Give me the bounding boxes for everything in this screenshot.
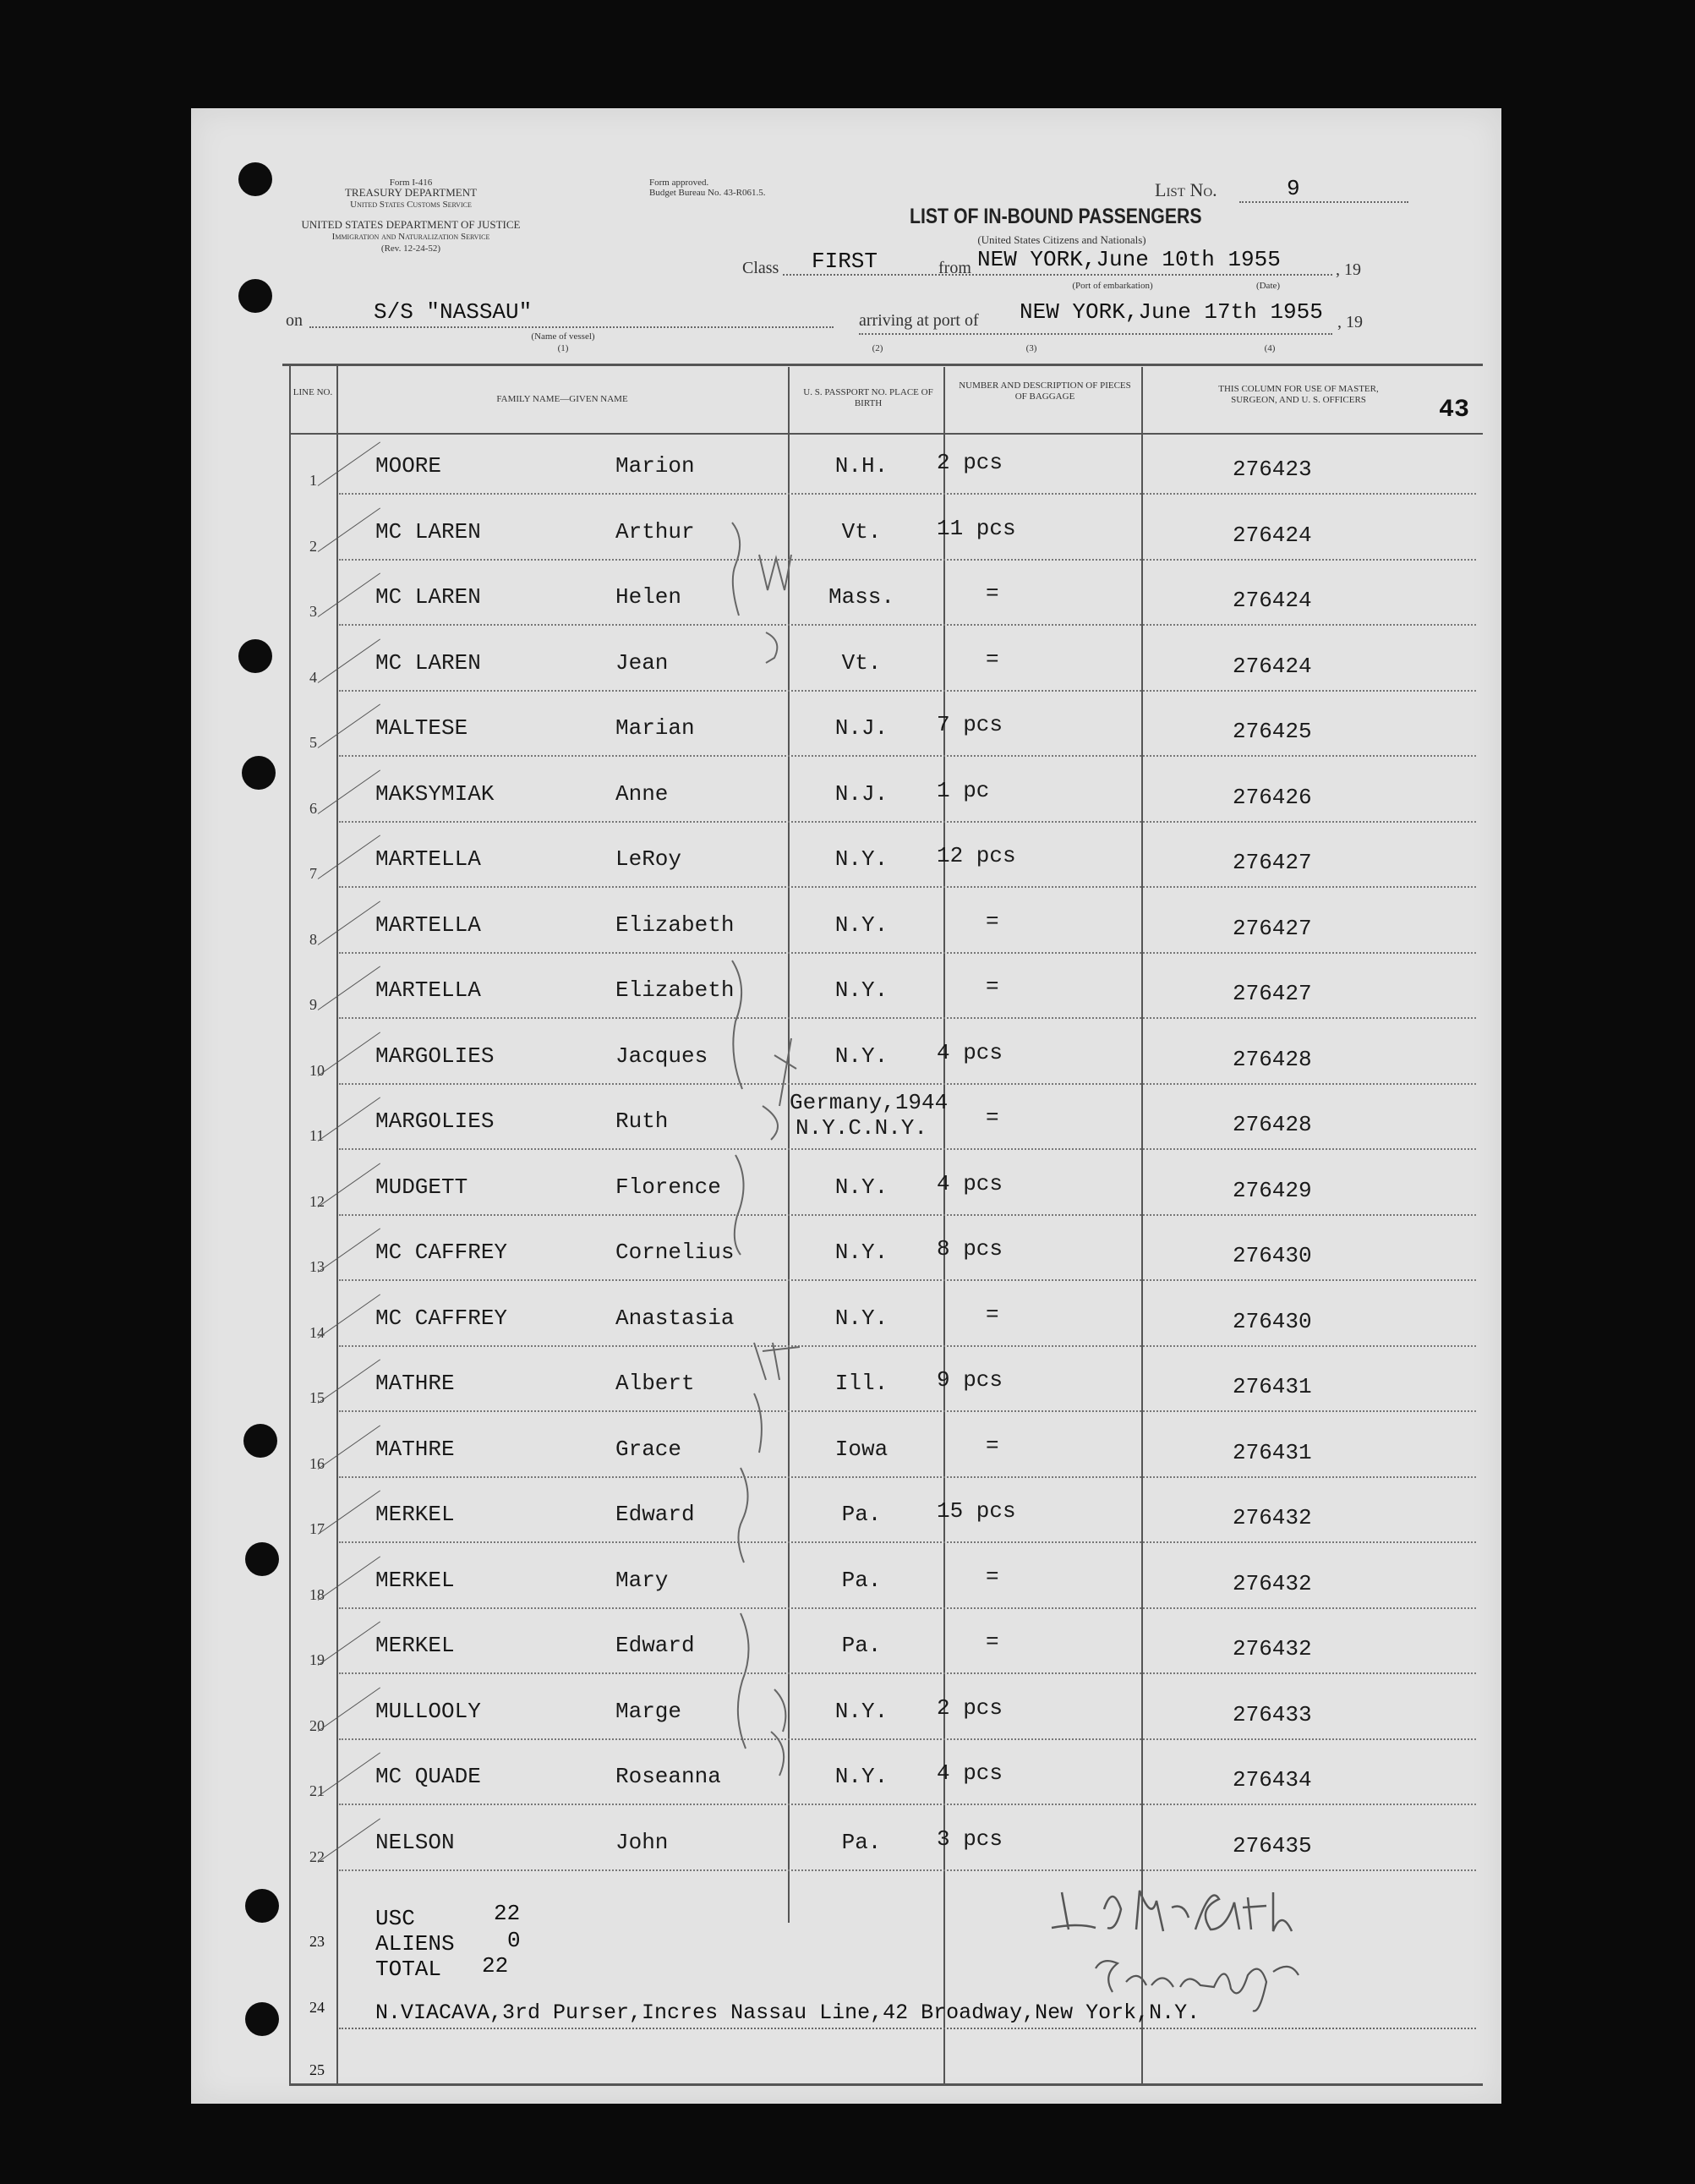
table-row [191,1677,1501,1742]
line-number: 22 [309,1847,325,1865]
justice-dept: UNITED STATES DEPARTMENT OF JUSTICE [301,218,521,231]
place-of-birth: Pa. [841,1633,882,1658]
place-of-birth: N.Y. [834,1240,889,1265]
check-mark [318,966,380,1010]
given-name: Albert [615,1371,695,1396]
place-of-birth: Ill. [834,1371,889,1396]
row-separator [339,1410,1476,1412]
place-of-birth: N.Y. [834,911,889,938]
row-separator [339,624,1476,626]
baggage-count: = [986,1301,999,1327]
officer-number: 276429 [1233,1177,1312,1203]
line-number: 21 [309,1782,325,1799]
row-separator [339,493,1476,495]
row-separator [339,690,1476,692]
list-title: LIST OF IN-BOUND PASSENGERS [910,205,1202,228]
given-name: Anastasia [615,1305,735,1331]
check-mark [318,1097,380,1141]
officer-number: 276427 [1233,981,1312,1006]
family-name: MALTESE [375,715,468,741]
table-row [191,1152,1501,1218]
row-separator [339,886,1476,888]
family-name: MERKEL [375,1567,455,1593]
usc-value: 22 [494,1901,521,1926]
given-name: Cornelius [615,1240,735,1265]
given-name: Jean [615,649,669,676]
row-separator [339,1345,1476,1347]
family-name: MOORE [375,453,442,479]
row-24-sep [339,2028,1476,2029]
officer-number: 276432 [1233,1570,1312,1596]
line-no-23: 23 [309,1933,325,1950]
table-row [191,1021,1501,1087]
line-number: 3 [309,603,317,620]
from-value: NEW YORK,June 10th 1955 [977,247,1281,272]
table-top-border [282,364,1483,366]
row-separator [339,1738,1476,1740]
table-row [191,562,1501,627]
col-header-passport: U. S. PASSPORT NO. PLACE OF BIRTH [803,387,933,408]
family-name: MULLOOLY [375,1698,481,1724]
total-value: 22 [482,1953,509,1979]
col-num-3: (3) [1025,343,1037,353]
table-row [191,890,1501,955]
given-name: Edward [615,1633,695,1658]
binder-hole [238,162,272,196]
place-of-birth: N.Y. [834,1764,889,1789]
line-number: 17 [309,1520,325,1537]
table-row [191,759,1501,824]
table-row [191,497,1501,562]
from-label: from [938,259,971,277]
line-number: 13 [309,1258,325,1275]
check-mark [318,1556,380,1600]
place-of-birth: Vt. [841,649,882,676]
row-separator [339,1607,1476,1609]
officer-number: 276431 [1233,1439,1312,1465]
row-separator [339,1148,1476,1150]
place-of-birth: Vt. [841,518,882,545]
line-number: 16 [309,1454,325,1472]
officer-number: 276426 [1233,784,1312,810]
baggage-count: = [986,974,999,999]
baggage-count: 15 pcs [937,1498,1016,1524]
purser-line: N.VIACAVA,3rd Purser,Incres Nassau Line,42 Broadway,New York,N.Y. [375,2001,1200,2025]
given-name: Grace [615,1436,682,1462]
on-label: on [286,311,303,330]
line-number: 15 [309,1389,325,1406]
family-name: MAKSYMIAK [375,780,495,807]
family-name: MARGOLIES [375,1108,495,1134]
class-value: FIRST [812,249,878,274]
given-name: John [615,1829,669,1855]
table-row [191,1546,1501,1611]
arriving-value: NEW YORK,June 17th 1955 [1020,299,1323,325]
table-row [191,1349,1501,1414]
place-of-birth: Pa. [841,1567,882,1593]
given-name: Elizabeth [615,911,735,938]
baggage-count: 2 pcs [937,1694,1003,1721]
given-name: Jacques [615,1043,708,1069]
line-number: 5 [309,734,317,751]
family-name: MARTELLA [375,911,481,938]
table-row [191,1087,1501,1152]
table-row [191,431,1501,496]
form-approved: Form approved. [649,178,709,188]
line-number: 9 [309,996,317,1013]
place-of-birth: N.Y. [834,1698,889,1724]
row-separator [339,1672,1476,1674]
baggage-count: 7 pcs [937,712,1003,737]
list-subtitle: (United States Citizens and Nationals) [977,233,1146,246]
baggage-count: 1 pc [937,777,990,803]
line-number: 19 [309,1651,325,1668]
check-mark [318,703,380,747]
row-separator [339,559,1476,561]
table-row [191,1611,1501,1676]
family-name: MC LAREN [375,518,481,545]
officer-number: 276424 [1233,588,1312,613]
form-revision: (Rev. 12-24-52) [380,244,441,254]
officer-number: 276430 [1233,1243,1312,1268]
given-name: Marge [615,1698,682,1724]
vessel-name: S/S "NASSAU" [374,299,533,325]
vessel-line [309,326,834,328]
nineteen-1: , 19 [1336,260,1361,279]
check-mark [318,507,380,551]
check-mark [318,835,380,879]
check-mark [318,769,380,813]
row-separator [339,1476,1476,1478]
baggage-count: 11 pcs [937,515,1016,541]
table-row [191,628,1501,693]
arriving-line [859,333,1332,335]
line-number: 2 [309,537,317,555]
baggage-count: 2 pcs [937,450,1003,475]
vessel-label: (Name of vessel) [531,331,595,342]
check-mark [318,572,380,616]
check-mark [318,441,380,485]
col-header-name: FAMILY NAME—GIVEN NAME [496,394,628,404]
line-no-24: 24 [309,1999,325,2016]
col-num-4: (4) [1264,343,1276,353]
officer-number: 276428 [1233,1112,1312,1137]
line-number: 12 [309,1192,325,1210]
customs-service: United States Customs Service [350,200,472,210]
budget-bureau: Budget Bureau No. 43-R061.5. [649,188,766,198]
class-label: Class [742,259,779,277]
nineteen-2: , 19 [1337,313,1363,331]
baggage-count: 4 pcs [937,1170,1003,1196]
check-mark [318,1621,380,1665]
check-mark [318,638,380,682]
family-name: MC CAFFREY [375,1240,508,1265]
family-name: MC QUADE [375,1764,481,1789]
list-no-value: 9 [1287,176,1300,201]
binder-hole [245,1889,279,1923]
baggage-count: 3 pcs [937,1825,1003,1852]
port-emb-label: (Port of embarkation) [1072,281,1153,291]
place-of-birth: N.Y. [834,1174,889,1200]
family-name: MC LAREN [375,584,481,610]
check-mark [318,1687,380,1731]
given-name: LeRoy [615,846,682,872]
aliens-label: ALIENS [375,1931,455,1957]
col-header-line-no: LINE NO. [293,387,333,397]
table-row [191,1808,1501,1873]
table-row [191,1218,1501,1283]
place-of-birth: N.Y. [834,1043,889,1069]
line-no-25: 25 [309,2061,325,2078]
check-mark [318,1294,380,1338]
officer-number: 276425 [1233,719,1312,744]
baggage-count: 12 pcs [937,843,1016,868]
table-row [191,1415,1501,1480]
col-header-officers: THIS COLUMN FOR USE OF MASTER, SURGEON, AND U. S. OFFICERS [1218,384,1379,405]
family-name: MC LAREN [375,649,481,676]
place-of-birth: Iowa [834,1436,889,1462]
col-num-1: (1) [557,343,569,353]
officer-number: 276433 [1233,1701,1312,1727]
place-of-birth: N.J. [834,780,889,807]
manifest-page [191,108,1501,2104]
family-name: MATHRE [375,1371,455,1396]
table-row [191,1742,1501,1807]
row-separator [339,1279,1476,1281]
given-name: Arthur [615,518,695,545]
family-name: MUDGETT [375,1174,468,1200]
col-num-2: (2) [872,343,883,353]
check-mark [318,900,380,944]
table-row [191,693,1501,758]
given-name: Mary [615,1567,669,1593]
row-separator [339,755,1476,757]
officer-number: 276427 [1233,915,1312,941]
baggage-count: = [986,1629,999,1655]
line-number: 14 [309,1323,325,1341]
page-number: 43 [1439,396,1470,424]
line-number: 4 [309,668,317,686]
officer-number: 276430 [1233,1308,1312,1334]
place-of-birth-line2: N.Y.C.N.Y. [795,1115,928,1141]
officer-number: 276424 [1233,522,1312,548]
baggage-count: = [986,908,999,934]
line-number: 10 [309,1061,325,1079]
family-name: MARTELLA [375,846,481,872]
family-name: MATHRE [375,1436,455,1462]
given-name: Ruth [615,1108,669,1134]
officer-number: 276432 [1233,1636,1312,1661]
total-label: TOTAL [375,1957,442,1982]
place-of-birth: Pa. [841,1502,882,1527]
line-number: 7 [309,865,317,882]
family-name: MC CAFFREY [375,1305,508,1331]
officer-number: 276431 [1233,1374,1312,1399]
table-row [191,955,1501,1021]
baggage-count: 4 pcs [937,1760,1003,1786]
given-name: Marion [615,453,695,479]
place-of-birth: N.J. [834,715,889,741]
given-name: Elizabeth [615,977,735,1003]
binder-hole [245,2002,279,2036]
officer-number: 276428 [1233,1046,1312,1072]
table-row [191,1284,1501,1349]
baggage-count: = [986,1105,999,1130]
given-name: Anne [615,780,669,807]
table-row [191,824,1501,889]
line-number: 1 [309,472,317,489]
line-number: 8 [309,930,317,948]
check-mark [318,1032,380,1076]
list-no-line [1239,201,1408,203]
place-of-birth: N.H. [834,453,889,479]
row-separator [339,1541,1476,1543]
baggage-count: = [986,1563,999,1590]
aliens-value: 0 [507,1928,521,1953]
given-name: Marian [615,715,695,741]
officer-signature [1045,1875,1332,2019]
ins-service: Immigration and Naturalization Service [331,232,490,242]
family-name: MARGOLIES [375,1043,495,1069]
place-of-birth: N.Y. [834,846,889,872]
binder-hole [238,279,272,313]
list-no-label: List No. [1155,179,1217,200]
line-number: 18 [309,1585,325,1603]
baggage-count: 4 pcs [937,1039,1003,1065]
family-name: MARTELLA [375,977,481,1003]
place-of-birth: N.Y. [834,977,889,1003]
col-header-baggage: NUMBER AND DESCRIPTION OF PIECES OF BAGGAGE [959,380,1131,402]
check-mark [318,1228,380,1272]
family-name: MERKEL [375,1633,455,1658]
row-separator [339,1869,1476,1871]
class-line [783,274,1332,276]
line-number: 6 [309,799,317,817]
row-separator [339,1017,1476,1019]
family-name: MERKEL [375,1502,455,1527]
form-number: Form I-416 [389,178,433,188]
usc-label: USC [375,1906,415,1931]
officer-number: 276432 [1233,1505,1312,1530]
check-mark [318,1163,380,1207]
given-name: Roseanna [615,1764,721,1789]
officer-number: 276427 [1233,850,1312,875]
officer-number: 276424 [1233,653,1312,679]
given-name: Helen [615,584,682,610]
line-number: 20 [309,1716,325,1734]
baggage-count: 8 pcs [937,1236,1003,1262]
place-of-birth: Germany,1944 [790,1090,949,1115]
treasury-dept: TREASURY DEPARTMENT [344,186,478,199]
line-number: 11 [309,1127,325,1144]
family-name: NELSON [375,1829,455,1855]
date-label: (Date) [1255,281,1281,291]
officer-number: 276435 [1233,1832,1312,1858]
place-of-birth: N.Y. [834,1305,889,1331]
check-mark [318,1425,380,1469]
officer-number: 276423 [1233,457,1312,482]
baggage-count: 9 pcs [937,1367,1003,1393]
check-mark [318,1752,380,1796]
check-mark [318,1490,380,1534]
row-separator [339,1083,1476,1085]
baggage-count: = [986,581,999,606]
baggage-count: = [986,646,999,672]
bracket-marks [698,514,800,1782]
table-row [191,1480,1501,1545]
arriving-label: arriving at port of [859,311,979,330]
given-name: Florence [615,1174,721,1200]
check-mark [318,1359,380,1403]
officer-number: 276434 [1233,1767,1312,1793]
row-separator [339,952,1476,954]
baggage-count: = [986,1432,999,1459]
table-bottom-border [289,2083,1483,2086]
place-of-birth: Mass. [828,584,894,610]
row-separator [339,1804,1476,1805]
row-separator [339,1214,1476,1216]
place-of-birth: Pa. [841,1829,882,1855]
given-name: Edward [615,1502,695,1527]
row-separator [339,821,1476,823]
check-mark [318,1818,380,1862]
